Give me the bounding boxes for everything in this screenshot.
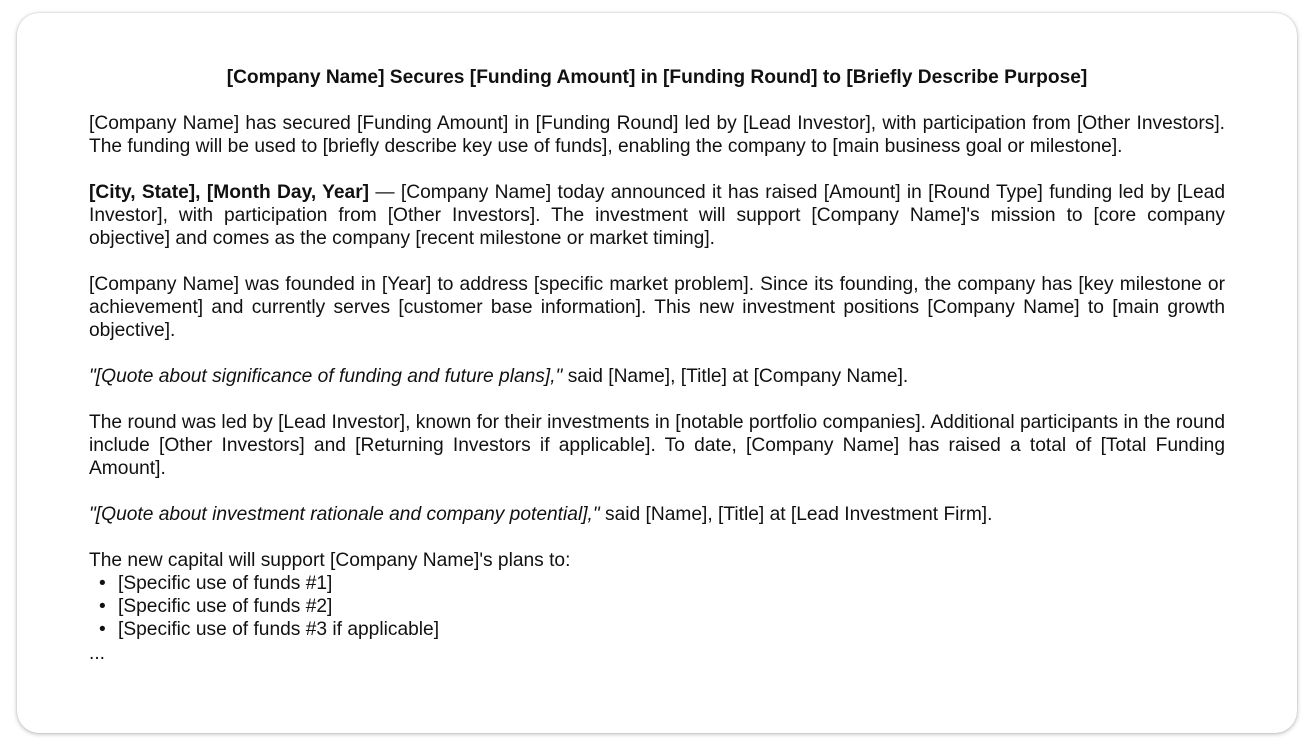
company-quote-paragraph: [89, 365, 1225, 388]
investor-quote-paragraph: [89, 503, 1225, 526]
bullet-glyph: •: [99, 619, 106, 640]
summary-paragraph: [Company Name] has secured [Funding Amount] in [Funding Round] led by [Lead Investor], with participation from [Other Investors]. The funding will be used to [briefly describe key use of funds], enabling the company to [main business goal or milestone].: [89, 113, 1225, 157]
list-item-text: [Specific use of funds #3 if applicable]: [118, 619, 440, 640]
bullet-glyph: •: [99, 596, 106, 617]
company-quote-attribution: said [Name], [Title] at [Company Name].: [562, 366, 909, 387]
dateline: [City, State], [Month Day, Year]: [89, 182, 370, 203]
list-item: [99, 595, 1225, 618]
document-card: [17, 13, 1297, 733]
list-item: [99, 572, 1225, 595]
list-item: [99, 618, 1225, 641]
background-paragraph: [Company Name] was founded in [Year] to address [specific market problem]. Since its founding, the company has [key milestone or achievement] and currently serves [customer base information]. This new investment positions [Company Name] to [main growth objective].: [89, 274, 1225, 341]
announcement-text: — [Company Name] today announced it has raised [Amount] in [Round Type] funding led by [Lead Investor], with participation from [Other Investors]. The investment will support [Company Name]'s mission to [core company objective] and comes as the company [recent milestone or market timing].: [89, 182, 1225, 249]
round-details-paragraph: The round was led by [Lead Investor], known for their investments in [notable portfolio companies]. Additional participants in the round include [Other Investors] and [Returning Investors if applicable]. To date, [Company Name] has raised a total of [Total Funding Amount].: [89, 412, 1225, 479]
investor-quote-attribution: said [Name], [Title] at [Lead Investment Firm].: [599, 504, 993, 525]
list-item-text: [Specific use of funds #2]: [118, 596, 333, 617]
press-release-body: [89, 66, 1225, 667]
press-release-title: [Company Name] Secures [Funding Amount] in [Funding Round] to [Briefly Describe Purpose]: [226, 67, 1088, 88]
continuation-ellipsis: ...: [89, 643, 105, 664]
plans-lead-in: The new capital will support [Company Name]'s plans to:: [89, 550, 571, 571]
list-item-text: [Specific use of funds #1]: [118, 573, 333, 594]
bullet-glyph: •: [99, 573, 106, 594]
investor-quote: "[Quote about investment rationale and company potential],": [89, 504, 600, 525]
announcement-paragraph: [89, 181, 1225, 250]
plans-list: [89, 572, 1225, 641]
company-quote: "[Quote about significance of funding and future plans],": [89, 366, 563, 387]
